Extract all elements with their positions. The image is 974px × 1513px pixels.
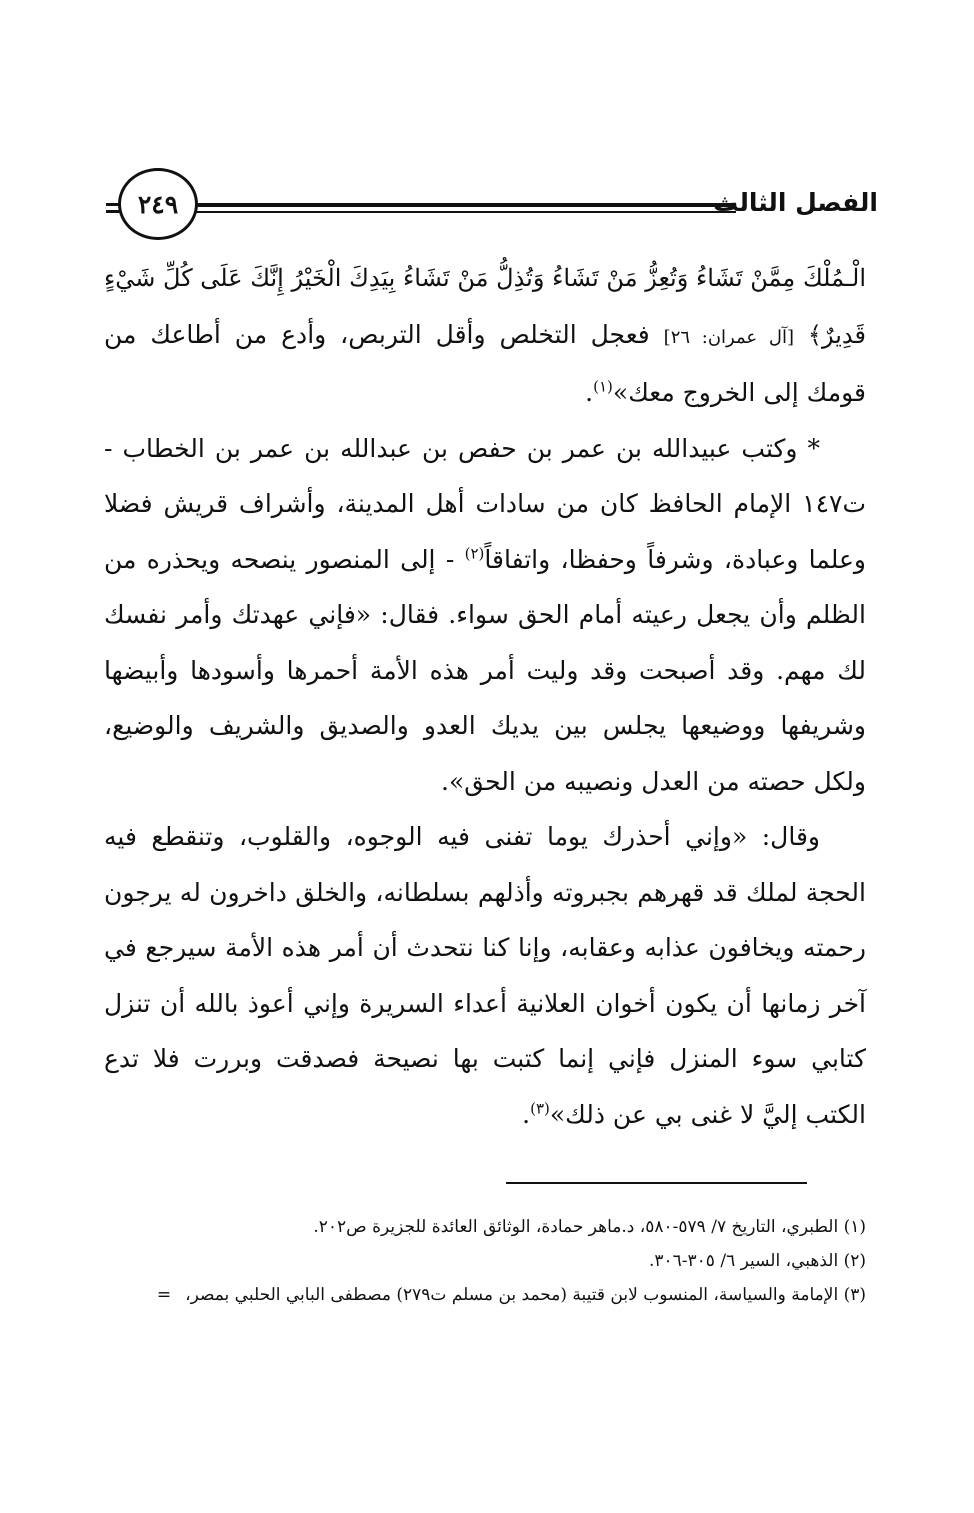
page-number	[118, 168, 198, 240]
footnote-2: (٢) الذهبي، السير ٦/ ٣٠٥-٣٠٦.	[648, 1251, 866, 1271]
footnote-continued-mark: =	[156, 1285, 172, 1305]
body-text	[104, 250, 866, 1142]
footnote-3	[92, 1278, 866, 1312]
footnote-separator	[506, 1182, 807, 1184]
footnote-ref-3[interactable]: (٣)	[530, 1099, 550, 1118]
header-rule	[192, 203, 736, 213]
footnote-3-text: (٣) الإمامة والسياسة، المنسوب لابن قتيبة (محمد بن مسلم ت٢٧٩) مصطفى البابي الحلبي بمصر،	[185, 1285, 866, 1305]
footnote-ref-1[interactable]: (١)	[593, 377, 613, 396]
quran-verse: الْـمُلْكَ مِمَّنْ تَشَاءُ وَتُعِزُّ مَنْ تَشَاءُ وَتُذِلُّ مَنْ تَشَاءُ بِيَدِكَ الْخَيْرُ إِنَّكَ عَلَى كُلِّ شَيْءٍ قَدِيرٌ﴾	[104, 264, 866, 349]
paragraph-3	[104, 809, 866, 1142]
paragraph-text: * وكتب عبيدالله بن عمر بن حفص بن عبدالله بن عمر بن الخطاب - ت١٤٧ الإمام الحافظ كان من سادات أهل المدينة، وأشراف قريش فضلا وعلما وعبادة، وشرفاً وحفظا، واتفاقاً	[104, 433, 867, 574]
page-number-text: ٢٤٩	[137, 189, 179, 219]
footnote-1: (١) الطبري، التاريخ ٧/ ٥٧٩-٥٨٠، د.ماهر حمادة، الوثائق العائدة للجزيرة ص٢٠٢.	[313, 1217, 866, 1237]
paragraph-text-cont: - إلى المنصور ينصحه ويحذره من الظلم وأن يجعل رعيته أمام الحق سواء. فقال: «فإني عهدتك وأمر نفسك لك مهم. وقد أصبحت وقد وليت أمر هذه الأمة أحمرها وأسودها وأبيضها وشريفها ووضيعها يجلس بين يديك العدو والصديق والشريف والوضيع، ولكل حصته من العدل ونصيبه من الحق».	[104, 544, 866, 796]
paragraph-2	[104, 421, 866, 810]
paragraph-text: وقال: «وإني أحذرك يوما تفنى فيه الوجوه، والقلوب، وتنقطع فيه الحجة لملك قد قهرهم بجبروته وأذلهم بسلطانه، والخلق داخرون له يرجون رحمته ويخافون عذابه وعقابه، وإنا كنا نتحدث أن أمر هذه الأمة سيرجع في آخر زمانها أن يكون أخوان العلانية أعداء السريرة وإني أعوذ بالله أن تنزل كتابي سوء المنزل فإني إنما كتبت بها نصيحة فصدقت وبررت فلا تدع الكتب إليَّ لا غنى بي عن ذلك»	[104, 822, 866, 1129]
chapter-title: الفصل الثالث	[712, 188, 878, 217]
paragraph-end: .	[522, 1099, 531, 1129]
paragraph-text: فعجل التخلص وأقل التربص، وأدع من أطاعك من قومك إلى الخروج معك»	[104, 319, 866, 407]
paragraph-1	[104, 250, 866, 421]
verse-citation: [آل عمران: ٢٦]	[663, 326, 794, 348]
footnote-ref-2[interactable]: (٢)	[464, 544, 485, 563]
footnotes	[92, 1210, 866, 1312]
paragraph-end: .	[585, 378, 594, 407]
